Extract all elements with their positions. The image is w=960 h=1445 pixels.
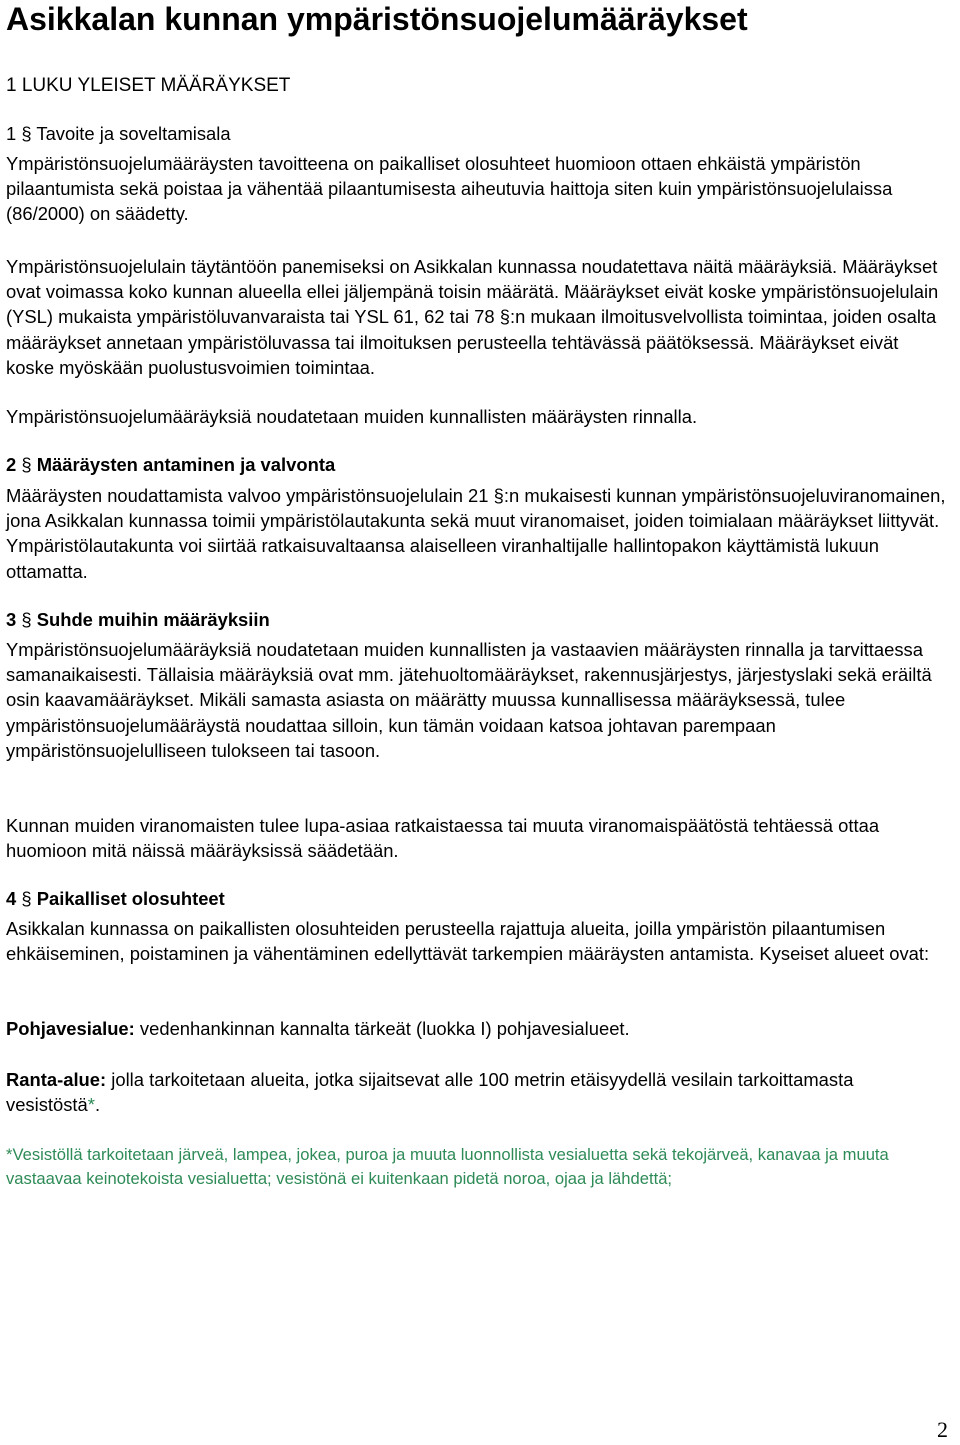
groundwater-area-term: Pohjavesialue: [6, 1018, 135, 1039]
section-symbol: § [21, 123, 32, 144]
page-number: 2 [937, 1417, 948, 1442]
footnote-marker: * [87, 1094, 95, 1116]
section-3-paragraph-1: Ympäristönsuojelumääräyksiä noudatetaan muiden kunnallisten ja vastaavien määräysten rinnalla ja tarvittaessa samanaikaisesti. Tällaisia määräyksiä ovat mm. jätehuoltomääräykset, rakennusjärjestys, järjestyslaki sekä eräiltä osin kaavamääräykset. Mikäli samasta asiasta on määrätty muussa kunnallisessa määräyksessä, tulee ympäristönsuojelumääräystä noudattaa silloin, kun tämän voidaan katsoa johtavan parempaan ympäristönsuojelulliseen tulokseen tai tasoon. [6, 639, 932, 761]
section-4-title: Paikalliset olosuhteet [36, 888, 225, 909]
section-2-paragraph-1 [6, 483, 946, 584]
section-2-number: 2 [6, 454, 17, 475]
section-3-paragraph-2: Kunnan muiden viranomaisten tulee lupa-asiaa ratkaistaessa tai muuta viranomaispäätöstä tehtäessä ottaa huomioon mitä näissä määräyksissä säädetään. [6, 815, 880, 862]
section-2-paragraph-1-end: :n mukaisesti kunnan ympäristönsuojeluviranomainen, jona Asikkalan kunnassa toimii ympäristölautakunta sekä muut viranomaiset, joiden toimialaan määräykset liittyvät. Ympäristölautakunta voi siirtää ratkaisuvaltaansa alaiselleen viranhaltijalle hallintopakon käyttämistä lukuun ottamatta. [6, 485, 946, 582]
shore-area-period: . [94, 1094, 101, 1116]
groundwater-area-definition [6, 1016, 946, 1041]
document-title: Asikkalan kunnan ympäristönsuojelumääräykset [6, 1, 748, 37]
section-symbol: § [21, 609, 32, 630]
section-3-heading [6, 607, 946, 632]
section-4-heading [6, 886, 946, 911]
section-1-paragraph-2 [6, 254, 946, 380]
section-4-number: 4 [6, 888, 17, 909]
section-3-title: Suhde muihin määräyksiin [36, 609, 270, 630]
section-symbol: § [21, 454, 32, 475]
section-symbol: § [493, 485, 504, 506]
chapter-heading: 1 LUKU YLEISET MÄÄRÄYKSET [6, 75, 291, 96]
section-1-paragraph-2-end: :n mukaan ilmoitusvelvollista toimintaa, joiden osalta määräykset annetaan ympäristöluvassa tai ilmoituksen perusteella tehtävässä päätöksessä. Määräykset eivät koske myöskään puolustusvoimien toimintaa. [6, 306, 937, 378]
section-2-heading [6, 452, 946, 477]
section-symbol: § [21, 888, 32, 909]
section-symbol: § [499, 306, 510, 328]
shore-area-term: Ranta-alue: [6, 1069, 107, 1090]
groundwater-area-text: vedenhankinnan kannalta tärkeät (luokka I) pohjavesialueet. [139, 1018, 630, 1039]
section-1-title: Tavoite ja soveltamisala [36, 123, 231, 144]
section-3-number: 3 [6, 609, 17, 630]
shore-area-definition [6, 1067, 946, 1117]
shore-area-text: jolla tarkoitetaan alueita, jotka sijaitsevat alle 100 metrin etäisyydellä vesilain tarkoittamasta vesistöstä [6, 1069, 854, 1116]
section-2-title: Määräysten antaminen ja valvonta [36, 454, 336, 475]
section-2-paragraph-1-start: Määräysten noudattamista valvoo ympäristönsuojelulain 21 [6, 485, 489, 506]
section-1-number: 1 [6, 123, 17, 144]
section-1-paragraph-2-start: Ympäristönsuojelulain täytäntöön panemiseksi on Asikkalan kunnassa noudatettava näitä määräyksiä. Määräykset ovat voimassa koko kunnan alueella ellei jäljempänä toisin määrätä. Määräykset eivät koske ympäristönsuojelulain (YSL) mukaista ympäristöluvanvaraista tai YSL 61, 62 tai 78 [6, 256, 939, 328]
footnote: *Vesistöllä tarkoitetaan järveä, lampea, jokea, puroa ja muuta luonnollista vesialuetta sekä tekojärveä, kanavaa ja muuta vastaavaa keinotekoista vesialuetta; vesistönä ei kuitenkaan pidetä noroa, ojaa ja lähdettä; [6, 1145, 889, 1188]
section-1-paragraph-1: Ympäristönsuojelumääräysten tavoitteena on paikalliset olosuhteet huomioon ottaen ehkäistä ympäristön pilaantumista sekä poistaa ja vähentää pilaantumisesta aiheutuvia haittoja siten kuin ympäristönsuojelulaissa (86/2000) on säädetty. [6, 153, 893, 225]
section-1-heading [6, 121, 946, 146]
section-1-paragraph-3: Ympäristönsuojelumääräyksiä noudatetaan muiden kunnallisten määräysten rinnalla. [6, 406, 698, 427]
section-4-paragraph-1: Asikkalan kunnassa on paikallisten olosuhteiden perusteella rajattuja alueita, joilla ympäristön pilaantumisen ehkäiseminen, poistaminen ja vähentäminen edellyttävät tarkempien määräysten antamista. Kyseiset alueet ovat: [6, 918, 930, 965]
